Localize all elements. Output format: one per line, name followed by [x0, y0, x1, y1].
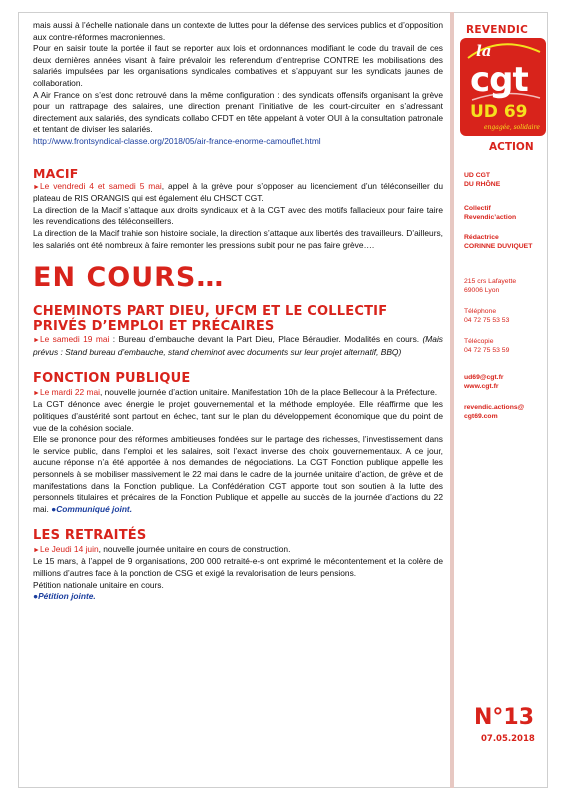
cgt-logo — [460, 38, 546, 136]
email2-link[interactable]: revendic.actions@ — [464, 404, 525, 411]
brand-revendic: REVENDIC — [466, 24, 529, 36]
logo-ud69: UD 69 — [470, 102, 528, 122]
collectif-line: Collectif — [464, 205, 491, 212]
macif-paragraph: La direction de la Macif trahie son histoire sociale, la direction s’attaque aux libertés des travailleurs. D’ailleurs, les salariés ont été nombreux à faire remonter les pressions subit pour ne pas faire grève…. — [33, 227, 443, 250]
address-line: 215 crs Lafayette — [464, 278, 517, 285]
collectif-block — [464, 205, 516, 222]
address-line: 69006 Lyon — [464, 286, 500, 294]
cheminots-text: : Bureau d’embauche devant la Part Dieu, Place Béraudier. Modalités en cours. — [109, 334, 420, 345]
section-title-retraites: LES RETRAITÉS — [33, 528, 147, 544]
fonction-date: Le mardi 22 mai — [39, 386, 100, 397]
bullet-icon: ● — [33, 591, 39, 602]
fonction-paragraph — [33, 387, 443, 400]
arrow-right-icon: ► — [33, 546, 40, 554]
macif-paragraph: La direction de la Macif s’attaque aux droits syndicaux et à la CGT avec des motifs fallacieux pour faire taire les revendications des téléconseillers. — [33, 204, 443, 227]
phone-block — [464, 308, 509, 325]
main-column — [33, 20, 443, 603]
brand-action: ACTION — [489, 141, 534, 153]
cheminots-details: (Mais prévus : Stand bureau d’embauche, stand cheminot avec documents sur leur projet alternatif, BBQ) — [33, 334, 443, 357]
address-block — [464, 278, 516, 295]
issue-date: 07.05.2018 — [481, 734, 535, 744]
issue-number: N°13 — [474, 705, 535, 730]
org-line: DU RHÔNE — [464, 180, 501, 188]
email2-link[interactable]: cgt69.com — [464, 412, 498, 420]
air-france-link[interactable]: http://www.frontsyndical-classe.org/2018/05/air-france-enorme-camouflet.html — [33, 135, 321, 146]
sidebar — [450, 12, 545, 788]
arrow-right-icon: ► — [33, 337, 40, 345]
retraites-paragraph — [33, 544, 443, 557]
intro-paragraph: Pour en saisir toute la portée il faut se reporter aux lois et ordonnances modifiant le code du travail de ces deux dernières années visant à faire prévaloir les referendum d’entreprise CONTRE les mobilisations des salariés impulsées par les organisations syndicales combatives et s’appuyant sur les syndicats jaunes de collaboration. — [33, 43, 443, 88]
org-block — [464, 172, 500, 189]
logo-la: la — [476, 42, 492, 60]
section-title-fonction-publique: FONCTION PUBLIQUE — [33, 371, 191, 387]
web-link[interactable]: www.cgt.fr — [464, 382, 499, 390]
fax-label: Télécopie — [464, 338, 494, 345]
retraites-text: , nouvelle journée unitaire en cours de construction. — [98, 543, 291, 554]
fonction-text: , nouvelle journée d’action unitaire. Manifestation 10h de la place Bellecour à la Préfecture. — [100, 386, 438, 397]
macif-date: Le vendredi 4 et samedi 5 mai — [39, 180, 162, 191]
section-title-macif: MACIF — [33, 165, 79, 181]
fonction-text: Elle se prononce pour des réformes ambitieuses fondées sur le partage des richesses, l’investissement dans le service public, dans l’emploi et les salaires, soit l’exact inverse des choix gouvernementaux. A ce jour, aucune réponse n’a été apportée à nos demandes de négociations. La CGT Fonction publique appelle les personnels à se mobiliser massivement le 22 mai dans le cadre de la journée unitaire d’action, de grève et de manifestations dans la Fonction publique. La Confédération CGT apporte tout son soutien à la lutte des personnels titulaires et précaires de la Fonction Publique et appelle au succès de la journée d’actions du 22 mai. — [33, 434, 443, 514]
logo-slogan: engagée, solidaire — [484, 124, 540, 131]
section-title-cheminots: CHEMINOTS PART DIEU, UFCM ET LE COLLECTIF PRIVÉS D’EMPLOI ET PRÉCAIRES — [33, 304, 388, 334]
intro-paragraph: mais aussi à l’échelle nationale dans un contexte de luttes pour la défense des services publics et d’opposition aux contre-réformes macroniennes. — [33, 20, 443, 42]
arrow-right-icon: ► — [33, 183, 40, 191]
redactrice-label: Rédactrice — [464, 234, 499, 241]
retraites-paragraph: Le 15 mars, à l’appel de 9 organisations, 200 000 retraité-e-s ont exprimé le mécontentement et la colère de millions d’autres face à la ponction de CSG et exigé la revalorisation de leurs pensions. — [33, 556, 443, 578]
phone-label: Téléphone — [464, 308, 497, 315]
communique-joint: Communiqué joint. — [56, 503, 133, 514]
retraites-joint-line — [33, 591, 443, 603]
collectif-line: Revendic’action — [464, 213, 517, 221]
phone-value: 04 72 75 53 53 — [464, 316, 510, 324]
fonction-paragraph — [33, 434, 443, 515]
email-link[interactable]: ud69@cgt.fr — [464, 374, 504, 381]
fax-block — [464, 338, 509, 355]
cheminots-paragraph — [33, 334, 443, 358]
org-line: UD CGT — [464, 172, 491, 179]
contact-block — [464, 374, 503, 391]
retraites-paragraph: Pétition nationale unitaire en cours. — [33, 579, 164, 590]
intro-paragraph: A Air France on s’est donc retrouvé dans la même configuration : des syndicats offensifs organisant la grève pour un rattrapage des salaires, une direction prenant l’initiative de les court-circuiter en s’adressant directement aux salariés, des syndicats collabo CFDT en tête appelant à voter OUI à la consultation patronale et tentant de diviser les salariés. — [33, 89, 443, 135]
fonction-paragraph: La CGT dénonce avec énergie le projet gouvernemental et la méthode employée. Elle réaffirme que les politiques d’austérité sont partout en échec, tant sur le plan du développement économique que du point de vue de la cohésion sociale. — [33, 399, 443, 433]
redactrice-block — [464, 234, 532, 251]
redactrice-name: CORINNE DUVIQUET — [464, 242, 533, 250]
petition-jointe: Pétition jointe. — [38, 591, 96, 602]
macif-paragraph — [33, 181, 443, 205]
cheminots-date: Le samedi 19 mai — [39, 334, 110, 345]
logo-cgt: cgt — [470, 60, 528, 100]
bullet-icon: ● — [51, 503, 57, 514]
arrow-right-icon: ► — [33, 389, 40, 397]
fax-value: 04 72 75 53 59 — [464, 346, 510, 354]
retraites-date: Le Jeudi 14 juin — [39, 543, 99, 554]
macif-text: , appel à la grève pour s’opposer au licenciement d’un téléconseiller du plateau de RIS ORANGIS qui est également élu CHSCT CGT. — [33, 180, 443, 204]
email2-block — [464, 404, 524, 421]
section-title-en-cours: EN COURS… — [33, 262, 225, 294]
